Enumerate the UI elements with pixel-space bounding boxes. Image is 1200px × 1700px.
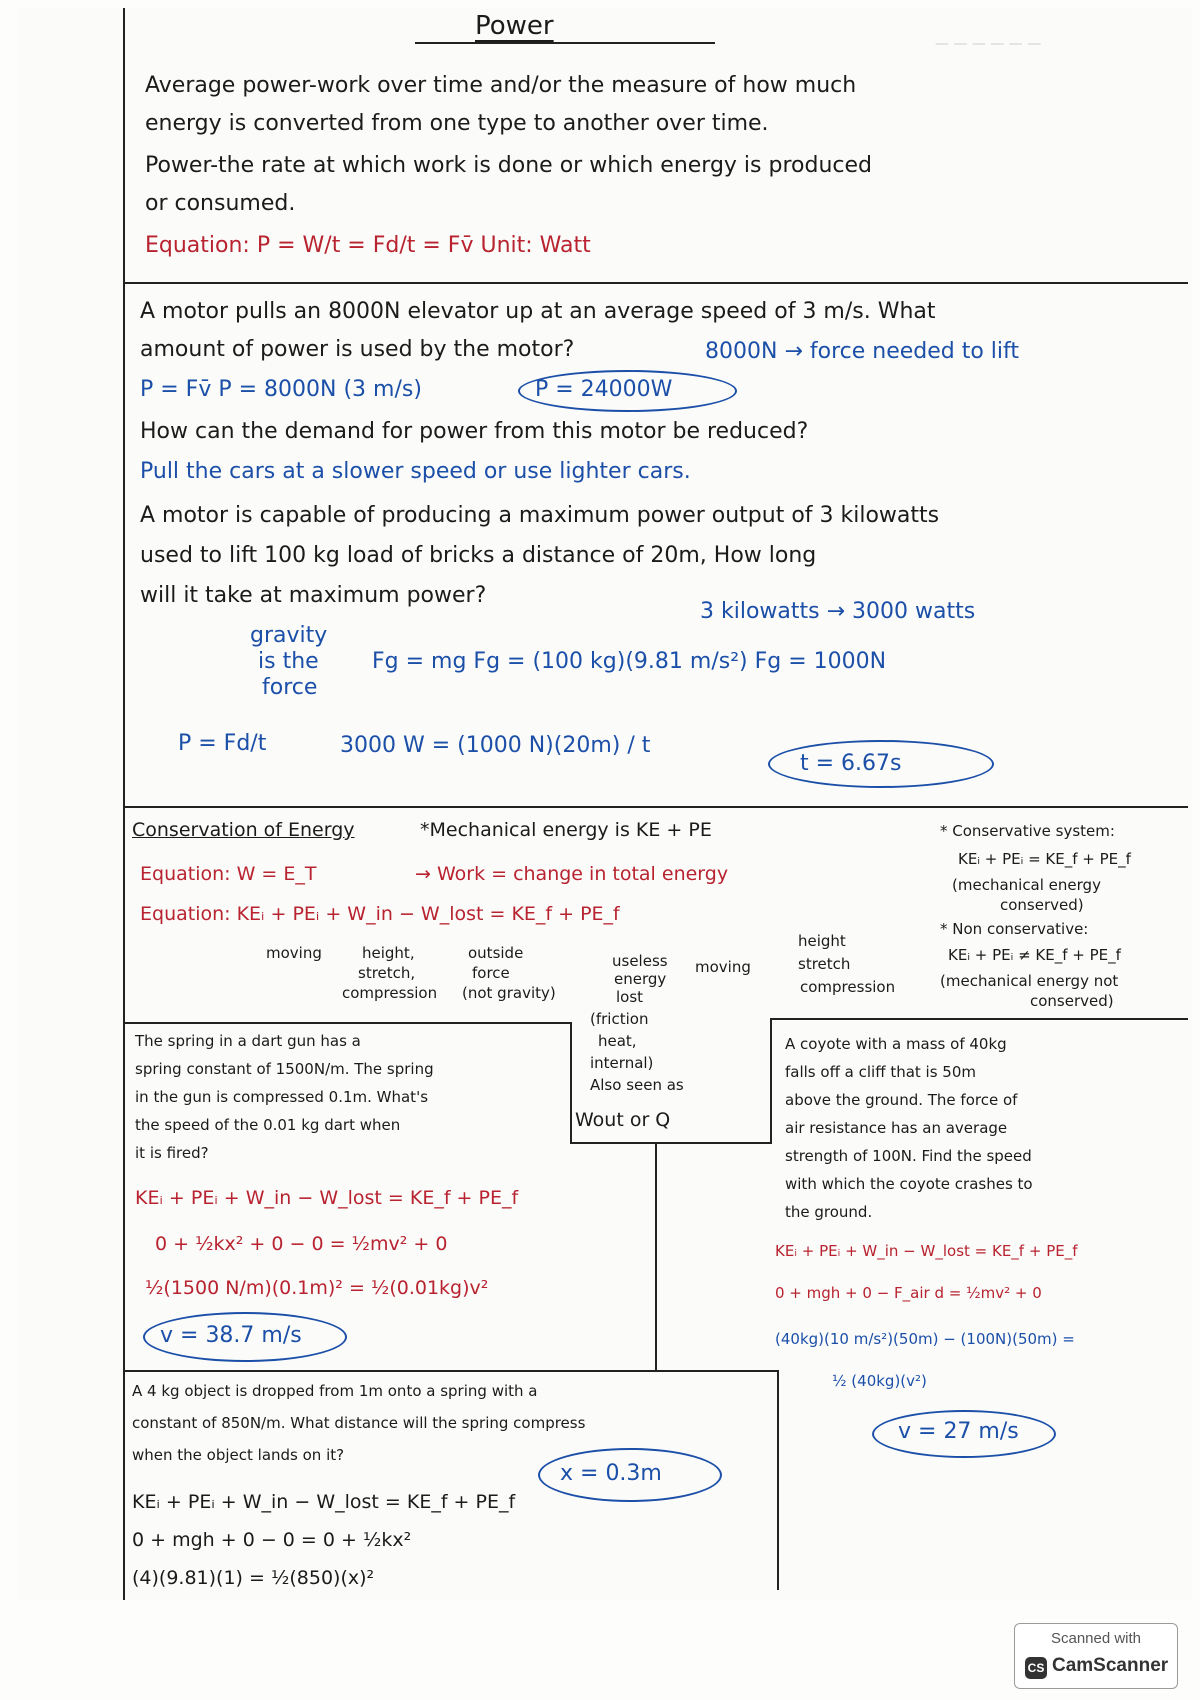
power-definition-2: or consumed. — [145, 191, 296, 216]
spring-box-lower-right — [655, 1142, 657, 1370]
label-outside-1: outside — [468, 944, 524, 962]
label-height2-1: height — [798, 932, 846, 950]
camscanner-badge — [1014, 1623, 1178, 1689]
coyote-text-3: above the ground. The force of — [785, 1091, 1018, 1109]
coyote-work-1: KEᵢ + PEᵢ + W_in − W_lost = KE_f + PE_f — [775, 1242, 1078, 1260]
label-useless-1: useless — [612, 952, 668, 970]
problem1-note: 8000N → force needed to lift — [705, 339, 1020, 364]
page-title: Power — [475, 11, 554, 41]
avg-power-definition-1: Average power-work over time and/or the measure of how much — [145, 73, 857, 98]
coyote-work-3: (40kg)(10 m/s²)(50m) − (100N)(50m) = — [775, 1330, 1075, 1348]
conservation-equation-1: Equation: W = E_T — [140, 863, 317, 885]
margin-line — [123, 8, 125, 1600]
label-height-1: height, — [362, 944, 415, 962]
mechanical-energy-note: *Mechanical energy is KE + PE — [420, 819, 712, 841]
coyote-text-5: strength of 100N. Find the speed — [785, 1147, 1032, 1165]
label-height-3: compression — [342, 984, 438, 1002]
avg-power-definition-2: energy is converted from one type to another over time. — [145, 111, 769, 136]
side-note-1: * Conservative system: — [940, 822, 1115, 840]
conservation-equation-2: Equation: KEᵢ + PEᵢ + W_in − W_lost = KE_f + PE_f — [140, 903, 620, 925]
label-height2-2: stretch — [798, 955, 851, 973]
coyote-box-left — [770, 1018, 772, 1144]
spring-text-1: The spring in a dart gun has a — [135, 1032, 361, 1050]
label-moving: moving — [266, 944, 322, 962]
side-note-7: (mechanical energy not — [940, 972, 1119, 990]
middle-box-bottom — [570, 1142, 770, 1144]
spring-work-3: ½(1500 N/m)(0.1m)² = ½(0.01kg)v² — [145, 1277, 489, 1299]
problem2-power-eq: P = Fd/t — [178, 731, 267, 756]
coyote-text-1: A coyote with a mass of 40kg — [785, 1035, 1007, 1053]
friction-1: (friction — [590, 1010, 649, 1028]
label-height-2: stretch, — [358, 964, 416, 982]
side-note-3: (mechanical energy — [952, 876, 1101, 894]
bleed-through-text: — — — — — — — [935, 36, 1042, 52]
spring-text-2: spring constant of 1500N/m. The spring — [135, 1060, 434, 1078]
spring-text-4: the speed of the 0.01 kg dart when — [135, 1116, 401, 1134]
coyote-work-2: 0 + mgh + 0 − F_air d = ½mv² + 0 — [775, 1284, 1042, 1302]
coyote-work-4: ½ (40kg)(v²) — [832, 1372, 927, 1390]
problem1-answer: P = 24000W — [535, 377, 673, 402]
label-height2-3: compression — [800, 978, 896, 996]
side-note-8: conserved) — [1030, 992, 1114, 1010]
badge-camscanner: CamScanner — [1052, 1655, 1169, 1676]
side-note-4: conserved) — [1000, 896, 1084, 914]
title-underline — [415, 42, 715, 44]
label-useless-3: lost — [616, 988, 644, 1006]
problem1-work: P = Fv̄ P = 8000N (3 m/s) — [140, 377, 422, 402]
conservation-equation-1-note: → Work = change in total energy — [415, 863, 729, 885]
power-definition-1: Power-the rate at which work is done or which energy is produced — [145, 153, 872, 178]
problem2-fg: Fg = mg Fg = (100 kg)(9.81 m/s²) Fg = 1000N — [372, 649, 887, 674]
side-note-5: * Non conservative: — [940, 920, 1089, 938]
spring-work-1: KEᵢ + PEᵢ + W_in − W_lost = KE_f + PE_f — [135, 1187, 519, 1209]
conservation-header: Conservation of Energy — [132, 819, 355, 841]
dropped-work-2: 0 + mgh + 0 − 0 = 0 + ½kx² — [132, 1529, 412, 1551]
dropped-work-1: KEᵢ + PEᵢ + W_in − W_lost = KE_f + PE_f — [132, 1491, 516, 1513]
section-divider-2 — [123, 806, 1188, 808]
dropped-answer: x = 0.3m — [560, 1461, 662, 1486]
coyote-text-4: air resistance has an average — [785, 1119, 1008, 1137]
side-note-6: KEᵢ + PEᵢ ≠ KE_f + PE_f — [948, 946, 1121, 964]
problem1-text-2: amount of power is used by the motor? — [140, 337, 575, 362]
spring-work-2: 0 + ½kx² + 0 − 0 = ½mv² + 0 — [155, 1233, 448, 1255]
label-outside-3: (not gravity) — [462, 984, 556, 1002]
label-moving-2: moving — [695, 958, 751, 976]
coyote-answer: v = 27 m/s — [898, 1419, 1019, 1444]
gravity-note-2: is the — [258, 649, 319, 674]
coyote-text-7: the ground. — [785, 1203, 873, 1221]
label-outside-2: force — [472, 964, 510, 982]
spring-box-top — [123, 1022, 571, 1024]
problem2-substitution: 3000 W = (1000 N)(20m) / t — [340, 733, 651, 758]
dropped-text-2: constant of 850N/m. What distance will the spring compress — [132, 1414, 586, 1432]
dropped-box-right — [777, 1370, 779, 1590]
spring-text-5: it is fired? — [135, 1144, 209, 1162]
coyote-text-2: falls off a cliff that is 50m — [785, 1063, 976, 1081]
section-divider-1 — [123, 282, 1188, 284]
gravity-note-3: force — [262, 675, 318, 700]
spring-answer: v = 38.7 m/s — [160, 1323, 302, 1348]
friction-3: internal) — [590, 1054, 654, 1072]
camscanner-logo-icon: CS — [1025, 1657, 1047, 1679]
badge-scanned-with: Scanned with — [1050, 1630, 1142, 1647]
side-note-2: KEᵢ + PEᵢ = KE_f + PE_f — [958, 850, 1131, 868]
coyote-text-6: with which the coyote crashes to — [785, 1175, 1033, 1193]
dropped-work-3: (4)(9.81)(1) = ½(850)(x)² — [132, 1567, 375, 1589]
problem1-question-2: How can the demand for power from this motor be reduced? — [140, 419, 809, 444]
friction-2: heat, — [598, 1032, 637, 1050]
problem2-text-3: will it take at maximum power? — [140, 583, 487, 608]
gravity-note-1: gravity — [250, 623, 328, 648]
dropped-box-top — [123, 1370, 778, 1372]
problem2-answer: t = 6.67s — [800, 751, 902, 776]
spring-box-right — [570, 1022, 572, 1144]
coyote-box-top — [770, 1018, 1188, 1020]
friction-4: Also seen as — [590, 1076, 684, 1094]
dropped-text-1: A 4 kg object is dropped from 1m onto a spring with a — [132, 1382, 538, 1400]
problem1-answer-2: Pull the cars at a slower speed or use lighter cars. — [140, 459, 691, 484]
label-useless-2: energy — [614, 970, 667, 988]
spring-text-3: in the gun is compressed 0.1m. What's — [135, 1088, 429, 1106]
power-equation: Equation: P = W/t = Fd/t = Fv̄ Unit: Watt — [145, 233, 591, 258]
problem2-conversion: 3 kilowatts → 3000 watts — [700, 599, 976, 624]
problem2-text-2: used to lift 100 kg load of bricks a distance of 20m, How long — [140, 543, 817, 568]
problem2-text-1: A motor is capable of producing a maximum power output of 3 kilowatts — [140, 503, 940, 528]
dropped-text-3: when the object lands on it? — [132, 1446, 345, 1464]
wout-label: Wout or Q — [575, 1109, 671, 1131]
problem1-text-1: A motor pulls an 8000N elevator up at an average speed of 3 m/s. What — [140, 299, 936, 324]
